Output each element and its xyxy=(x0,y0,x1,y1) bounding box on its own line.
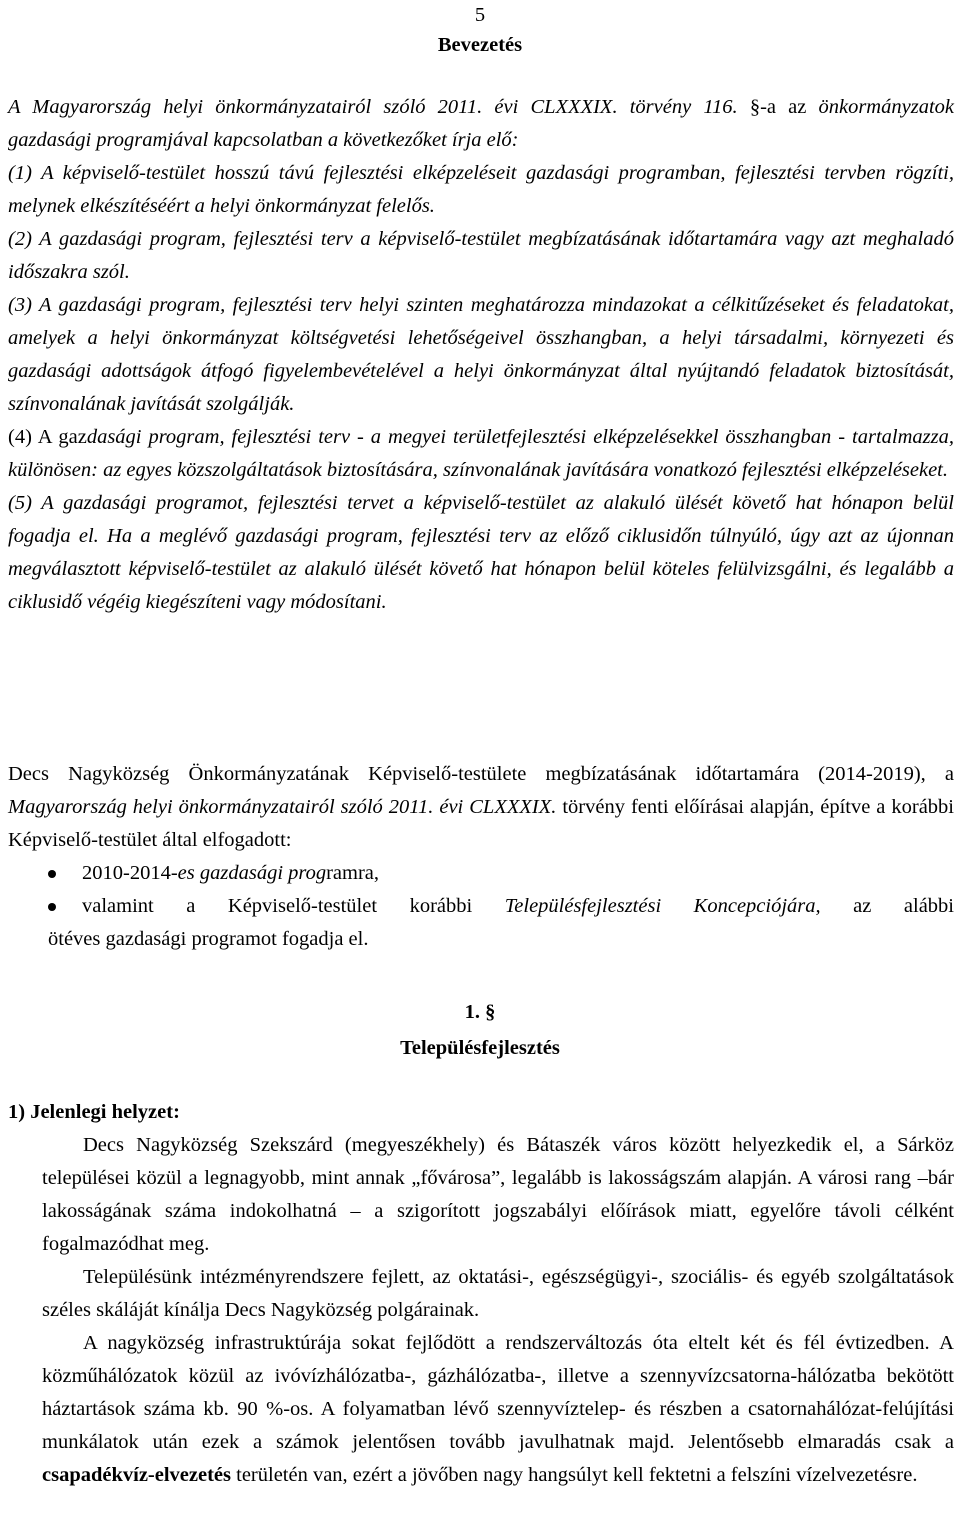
page-number: 5 xyxy=(474,4,486,26)
p4-rest: dasági program, fejlesztési terv - a megyei területfejlesztési elképzelésekkel összhangban - tartalmazza, különösen: az egyes közszolgáltatások biztosítására, színvonalának javítására vonatkozó fejlesztési elképzeléseket. xyxy=(8,426,954,481)
p5-first: (5) A gazdasági programot, fejlesztési tervet a képviselő-testület az alakuló ülését követő hat hónapon belül fogadja el. xyxy=(8,492,954,547)
p3-a: A nagyközség infrastruktúrája sokat fejlődött a rendszerváltozás óta eltelt két és fél évtizedben. A közműhálózatok közül az ivóvízhálózatba-, gázhálózatba-, illetve a szennyvízcsatorna-hálózatba bekötött háztartások száma kb. 90 %-os. A folyamatban lévő szennyvíztelep- és részben a csatornahálózat-felújítási munkálatok után ezek a számok jelentősen tovább javulhatnak majd. Jelentősebb elmaradás csak a xyxy=(42,1332,954,1453)
b1-a: 2010-2014- xyxy=(82,862,178,884)
chapter-title: Településfejlesztés xyxy=(400,1037,560,1059)
b2-continuation: ötéves gazdasági programot fogadja el. xyxy=(48,928,369,950)
intro-line1 xyxy=(8,91,954,157)
intro-section xyxy=(8,91,954,619)
bullet-item-1 xyxy=(8,857,954,890)
intro-paragraph-5 xyxy=(8,487,954,619)
p4-start: (4) A gaz xyxy=(8,426,87,448)
intro-paragraph-2: (2) A gazdasági program, fejlesztési terv a képviselő-testület megbízatásának időtartamára vagy azt meghaladó időszakra szól. xyxy=(8,228,954,283)
intro-paragraph-4 xyxy=(8,421,954,487)
b2-a: valamint a Képviselő-testület korábbi xyxy=(82,895,505,917)
status-paragraph-3 xyxy=(42,1327,954,1492)
status-paragraph-1: Decs Nagyközség Szekszárd (megyeszékhely) és Bátaszék város között helyezkedik el, a Sárköz települései közül a legnagyobb, mint annak „fővárosa”, legalább is lakosságszám alapján. A városi rang –bár lakosságának száma indokolhatná – a szigorított jogszabályi előírások miatt, egyelőre távoli célként fogalmazódhat meg. xyxy=(42,1134,954,1255)
bullet-list xyxy=(8,857,954,956)
law-reference: A Magyarország helyi önkormányzatairól szóló 2011. évi CLXXXIX. törvény 116. xyxy=(8,96,738,118)
intro-lead: önkormányzatok gazdasági programjával kapcsolatban a következőket írja elő: xyxy=(8,96,954,151)
bullet-dot-icon xyxy=(48,870,56,878)
b2-c: az alábbi xyxy=(820,895,954,917)
decs-text-c: törvény fenti előírásai alapján, építve a korábbi Képviselő-testület által elfogadott: xyxy=(8,796,954,851)
p5-second: Ha a meglévő gazdasági program, fejlesztési terv az előző ciklusidőn túlnyúló, úgy azt az újonnan megválasztott képviselő-testület az alakuló ülését követő hat hónapon belül köteles felülvizsgálni, és legalább a ciklusidő végéig kiegészíteni vagy módosítani. xyxy=(8,525,954,613)
p3-c: területén van, ezért a jövőben nagy hangsúlyt kell fektetni a felszíni vízelvezetésre. xyxy=(231,1464,918,1486)
section-heading: 1) Jelenlegi helyzet: xyxy=(8,1101,180,1123)
bullet-dot-icon xyxy=(48,903,56,911)
current-status-section xyxy=(42,1129,954,1492)
b2-b: Településfejlesztési Koncepciójára, xyxy=(504,895,821,917)
b1-c: ramra, xyxy=(326,862,380,884)
law-section: §-a az xyxy=(737,96,819,118)
b1-b: es gazdasági prog xyxy=(177,862,327,884)
decs-paragraph xyxy=(8,758,954,857)
page-title: Bevezetés xyxy=(437,34,523,56)
bullet-item-2 xyxy=(8,890,954,956)
p3-bold: csapadékvíz-elvezetés xyxy=(42,1464,231,1486)
intro-paragraph-1: (1) A képviselő-testület hosszú távú fejlesztési elképzeléseit gazdasági programban, fejlesztési tervben rögzíti, melynek elkészítéséért a helyi önkormányzat felelős. xyxy=(8,162,954,217)
status-paragraph-2: Településünk intézményrendszere fejlett, az oktatási-, egészségügyi-, szociális- és egyéb szolgáltatások széles skáláját kínálja Decs Nagyközség polgárainak. xyxy=(42,1266,954,1321)
b2-line xyxy=(82,890,954,923)
chapter-number: 1. § xyxy=(464,1001,496,1023)
decs-law-italic: Magyarország helyi önkormányzatairól szóló 2011. évi CLXXXIX. xyxy=(8,796,557,818)
intro-paragraph-3: (3) A gazdasági program, fejlesztési terv helyi szinten meghatározza mindazokat a célkitűzéseket és feladatokat, amelyek a helyi önkormányzat költségvetési lehetőségeivel összhangban, a helyi társadalmi, környezeti és gazdasági adottságok átfogó figyelembevételével a helyi önkormányzat által nyújtandó feladatok biztosítását, színvonalának javítását szolgálják. xyxy=(8,294,954,415)
decs-text-a: Decs Nagyközség Önkormányzatának Képviselő-testülete megbízatásának időtartamára (2014-2019), a xyxy=(8,763,954,785)
